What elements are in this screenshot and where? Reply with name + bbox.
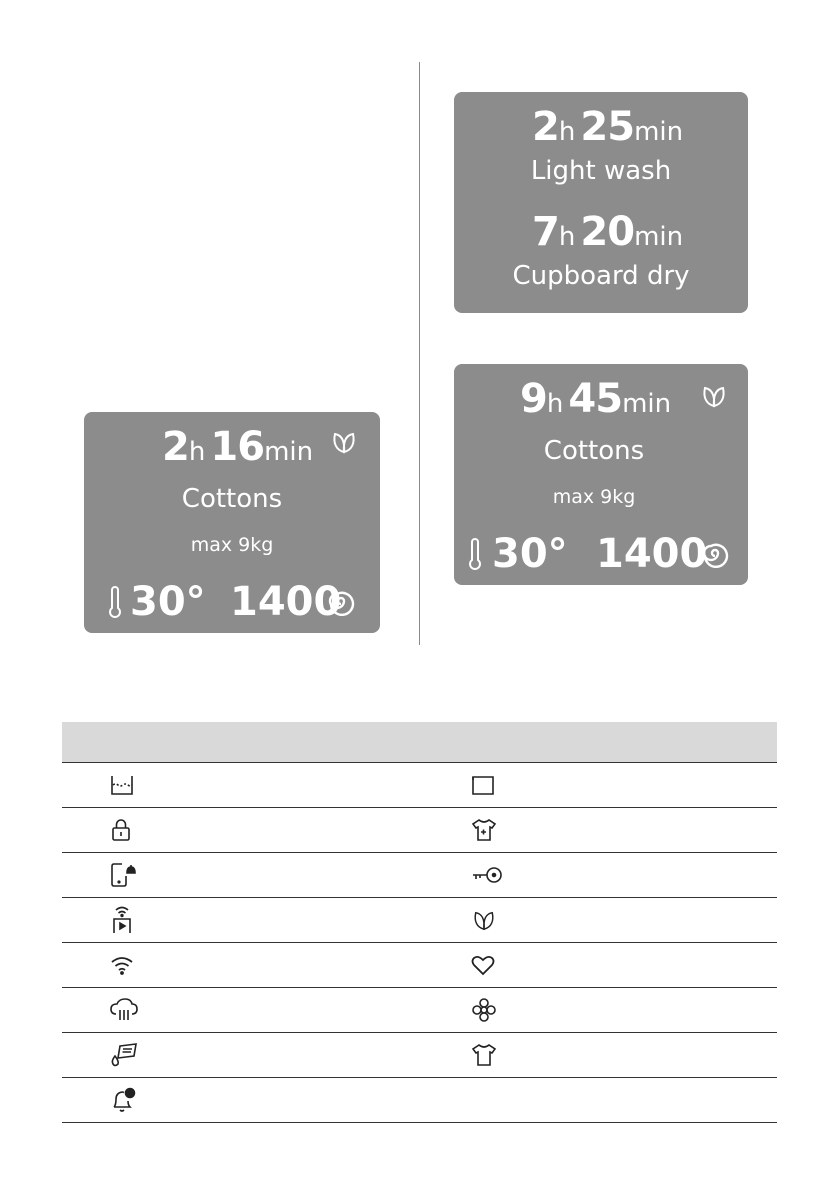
eco-leaf-icon xyxy=(471,909,777,931)
bell-notification-icon xyxy=(110,1087,419,1113)
minutes-unit: min xyxy=(634,117,684,147)
eco-leaf-icon xyxy=(331,430,357,454)
spin-speed-value: 1400 xyxy=(596,531,708,577)
spin-icon xyxy=(701,542,729,570)
steam-icon xyxy=(110,998,419,1022)
hours-value: 9 xyxy=(520,376,547,422)
temperature-value: 30° xyxy=(492,531,568,577)
remote-start-icon xyxy=(110,905,419,935)
hours-value: 7 xyxy=(532,209,559,255)
table-header xyxy=(62,722,777,763)
program-name: Cottons xyxy=(543,436,645,466)
table-row xyxy=(62,853,777,898)
detergent-dosing-icon xyxy=(110,1042,419,1068)
drum-icon xyxy=(471,774,777,796)
thermometer-icon xyxy=(468,538,482,570)
wifi-icon xyxy=(110,955,419,975)
display-symbols-table xyxy=(62,722,777,1123)
program-name: Cottons xyxy=(181,484,283,514)
minutes-value: 20 xyxy=(580,209,635,255)
table-row xyxy=(62,808,777,853)
heart-icon xyxy=(471,954,777,976)
spin-icon xyxy=(327,590,355,618)
minutes-value: 45 xyxy=(568,376,623,422)
table-row xyxy=(62,1078,777,1123)
vertical-divider xyxy=(419,62,420,645)
hours-value: 2 xyxy=(532,104,559,150)
table-header-row xyxy=(62,722,777,763)
display-screen-time-options xyxy=(454,92,748,313)
flower-icon xyxy=(471,997,777,1023)
minutes-unit: min xyxy=(634,222,684,252)
display-screen-right xyxy=(454,364,748,585)
display-screen-left xyxy=(84,412,380,633)
table-row xyxy=(62,988,777,1033)
minutes-value: 16 xyxy=(210,424,265,470)
max-load: max 9kg xyxy=(190,534,274,556)
table-row xyxy=(62,898,777,943)
lock-icon xyxy=(110,818,419,842)
minutes-unit: min xyxy=(622,389,672,419)
time-remaining xyxy=(520,376,671,422)
table-row xyxy=(62,1033,777,1078)
light-wash-label: Light wash xyxy=(530,156,672,186)
phone-notification-icon xyxy=(110,862,419,888)
thermometer-icon xyxy=(108,586,122,618)
time-remaining xyxy=(162,424,313,470)
max-load: max 9kg xyxy=(552,486,636,508)
light-wash-time xyxy=(532,104,683,150)
hours-value: 2 xyxy=(162,424,189,470)
key-icon xyxy=(471,865,777,885)
shirt-plus-icon xyxy=(471,818,777,842)
table-row xyxy=(62,763,777,808)
shirt-icon xyxy=(471,1043,777,1067)
hours-unit: h xyxy=(188,437,206,467)
cupboard-dry-label: Cupboard dry xyxy=(512,261,690,291)
water-tank-level-icon xyxy=(110,774,419,796)
minutes-value: 25 xyxy=(580,104,635,150)
minutes-unit: min xyxy=(264,437,314,467)
temperature-value: 30° xyxy=(130,579,206,625)
eco-leaf-icon xyxy=(701,384,727,408)
hours-unit: h xyxy=(546,389,564,419)
spin-speed-value: 1400 xyxy=(230,579,342,625)
hours-unit: h xyxy=(558,117,576,147)
cupboard-dry-time xyxy=(532,209,683,255)
table-row xyxy=(62,943,777,988)
hours-unit: h xyxy=(558,222,576,252)
